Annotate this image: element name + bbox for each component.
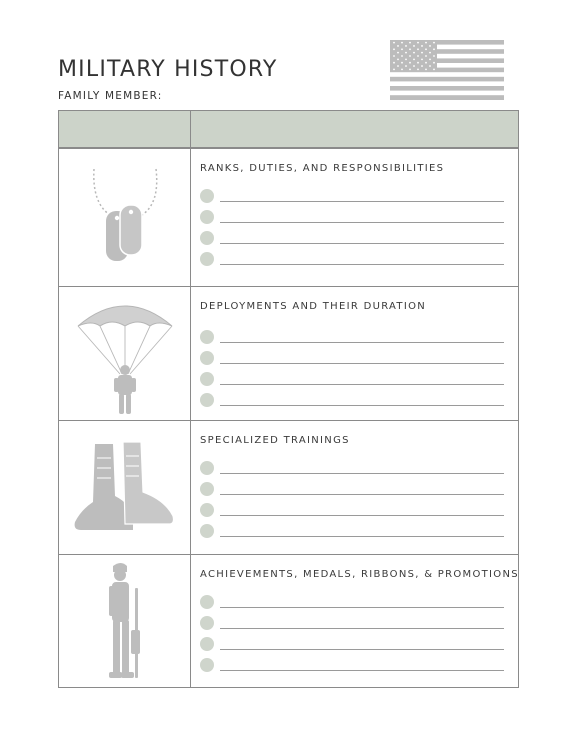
bullet-icon	[200, 189, 214, 203]
flag-star	[409, 69, 411, 71]
flag-star	[421, 45, 423, 47]
list-item[interactable]	[200, 231, 505, 247]
flag-star	[405, 45, 407, 47]
section-label: RANKS, DUTIES, AND RESPONSIBILITIES	[200, 163, 445, 174]
bullet-icon	[200, 616, 214, 630]
page-title: MILITARY HISTORY	[58, 57, 278, 82]
flag-star	[429, 65, 431, 67]
bullet-icon	[200, 210, 214, 224]
list-item[interactable]	[200, 616, 505, 632]
section-trainings	[59, 420, 518, 555]
list-item[interactable]	[200, 524, 505, 540]
flag-star	[425, 42, 427, 44]
flag-star	[429, 45, 431, 47]
flag-star	[413, 65, 415, 67]
list-item[interactable]	[200, 189, 505, 205]
combat-boots-icon	[73, 438, 177, 538]
flag-star	[393, 42, 395, 44]
section-achievements	[59, 554, 518, 688]
bullet-icon	[200, 595, 214, 609]
section-deployments	[59, 286, 518, 421]
bullet-icon	[200, 231, 214, 245]
flag-star	[413, 58, 415, 60]
flag-star	[401, 48, 403, 50]
section-ranks	[59, 148, 518, 287]
flag-star	[417, 48, 419, 50]
bullet-icon	[200, 351, 214, 365]
flag-star	[401, 42, 403, 44]
write-line	[220, 628, 504, 629]
bullet-icon	[200, 330, 214, 344]
icon-cell	[59, 421, 190, 555]
bullet-icon	[200, 372, 214, 386]
bullet-icon	[200, 482, 214, 496]
write-line	[220, 405, 504, 406]
write-line	[220, 607, 504, 608]
flag-star	[397, 45, 399, 47]
flag-star	[425, 48, 427, 50]
flag-star	[433, 48, 435, 50]
list-item[interactable]	[200, 210, 505, 226]
write-line	[220, 363, 504, 364]
list-item[interactable]	[200, 658, 505, 674]
family-member-label: FAMILY MEMBER:	[58, 90, 163, 102]
flag-star	[421, 58, 423, 60]
list-item[interactable]	[200, 393, 505, 409]
list-item[interactable]	[200, 351, 505, 367]
write-line	[220, 264, 504, 265]
list-item[interactable]	[200, 595, 505, 611]
bullet-icon	[200, 524, 214, 538]
flag-star	[417, 42, 419, 44]
flag-star	[409, 55, 411, 57]
flag-star	[405, 65, 407, 67]
soldier-icon	[95, 560, 155, 684]
write-line	[220, 494, 504, 495]
section-label: SPECIALIZED TRAININGS	[200, 435, 350, 446]
flag-star	[409, 48, 411, 50]
bullet-icon	[200, 637, 214, 651]
history-table	[58, 110, 519, 688]
flag-star	[433, 55, 435, 57]
list-item[interactable]	[200, 252, 505, 268]
column-divider	[190, 111, 191, 687]
section-label: ACHIEVEMENTS, MEDALS, RIBBONS, & PROMOTIONS	[200, 569, 519, 580]
flag-star	[413, 52, 415, 54]
flag-star	[433, 42, 435, 44]
flag-star	[421, 65, 423, 67]
write-line	[220, 649, 504, 650]
flag-star	[433, 69, 435, 71]
flag-star	[401, 69, 403, 71]
write-line	[220, 473, 504, 474]
flag-star	[397, 52, 399, 54]
flag-star	[429, 52, 431, 54]
list-item[interactable]	[200, 461, 505, 477]
bullet-icon	[200, 393, 214, 407]
write-line	[220, 342, 504, 343]
write-line	[220, 384, 504, 385]
flag-star	[409, 42, 411, 44]
flag-star	[401, 62, 403, 64]
list-item[interactable]	[200, 637, 505, 653]
list-item[interactable]	[200, 372, 505, 388]
list-item[interactable]	[200, 503, 505, 519]
flag-star	[425, 55, 427, 57]
flag-star	[393, 55, 395, 57]
write-line	[220, 201, 504, 202]
write-line	[220, 515, 504, 516]
write-line	[220, 222, 504, 223]
write-line	[220, 670, 504, 671]
flag-star	[405, 58, 407, 60]
list-item[interactable]	[200, 482, 505, 498]
flag-star	[405, 52, 407, 54]
dog-tags-icon	[80, 163, 170, 273]
flag-star	[393, 69, 395, 71]
flag-star	[409, 62, 411, 64]
flag-star	[397, 58, 399, 60]
table-header-row	[59, 111, 518, 148]
flag-star	[433, 62, 435, 64]
bullet-icon	[200, 252, 214, 266]
write-line	[220, 243, 504, 244]
flag-star	[393, 62, 395, 64]
bullet-icon	[200, 658, 214, 672]
flag-star	[393, 48, 395, 50]
section-label: DEPLOYMENTS AND THEIR DURATION	[200, 301, 427, 312]
flag-star	[413, 45, 415, 47]
flag-star	[429, 58, 431, 60]
bullet-icon	[200, 461, 214, 475]
list-item[interactable]	[200, 330, 505, 346]
paratrooper-icon	[70, 292, 180, 416]
flag-star	[397, 65, 399, 67]
write-line	[220, 536, 504, 537]
flag-star	[401, 55, 403, 57]
flag-star	[425, 69, 427, 71]
flag-star	[425, 62, 427, 64]
bullet-icon	[200, 503, 214, 517]
flag-star	[417, 62, 419, 64]
icon-cell	[59, 287, 190, 421]
flag-star	[417, 69, 419, 71]
icon-cell	[59, 555, 190, 688]
icon-cell	[59, 149, 190, 287]
flag-star	[421, 52, 423, 54]
american-flag-icon	[390, 40, 504, 100]
flag-star	[417, 55, 419, 57]
